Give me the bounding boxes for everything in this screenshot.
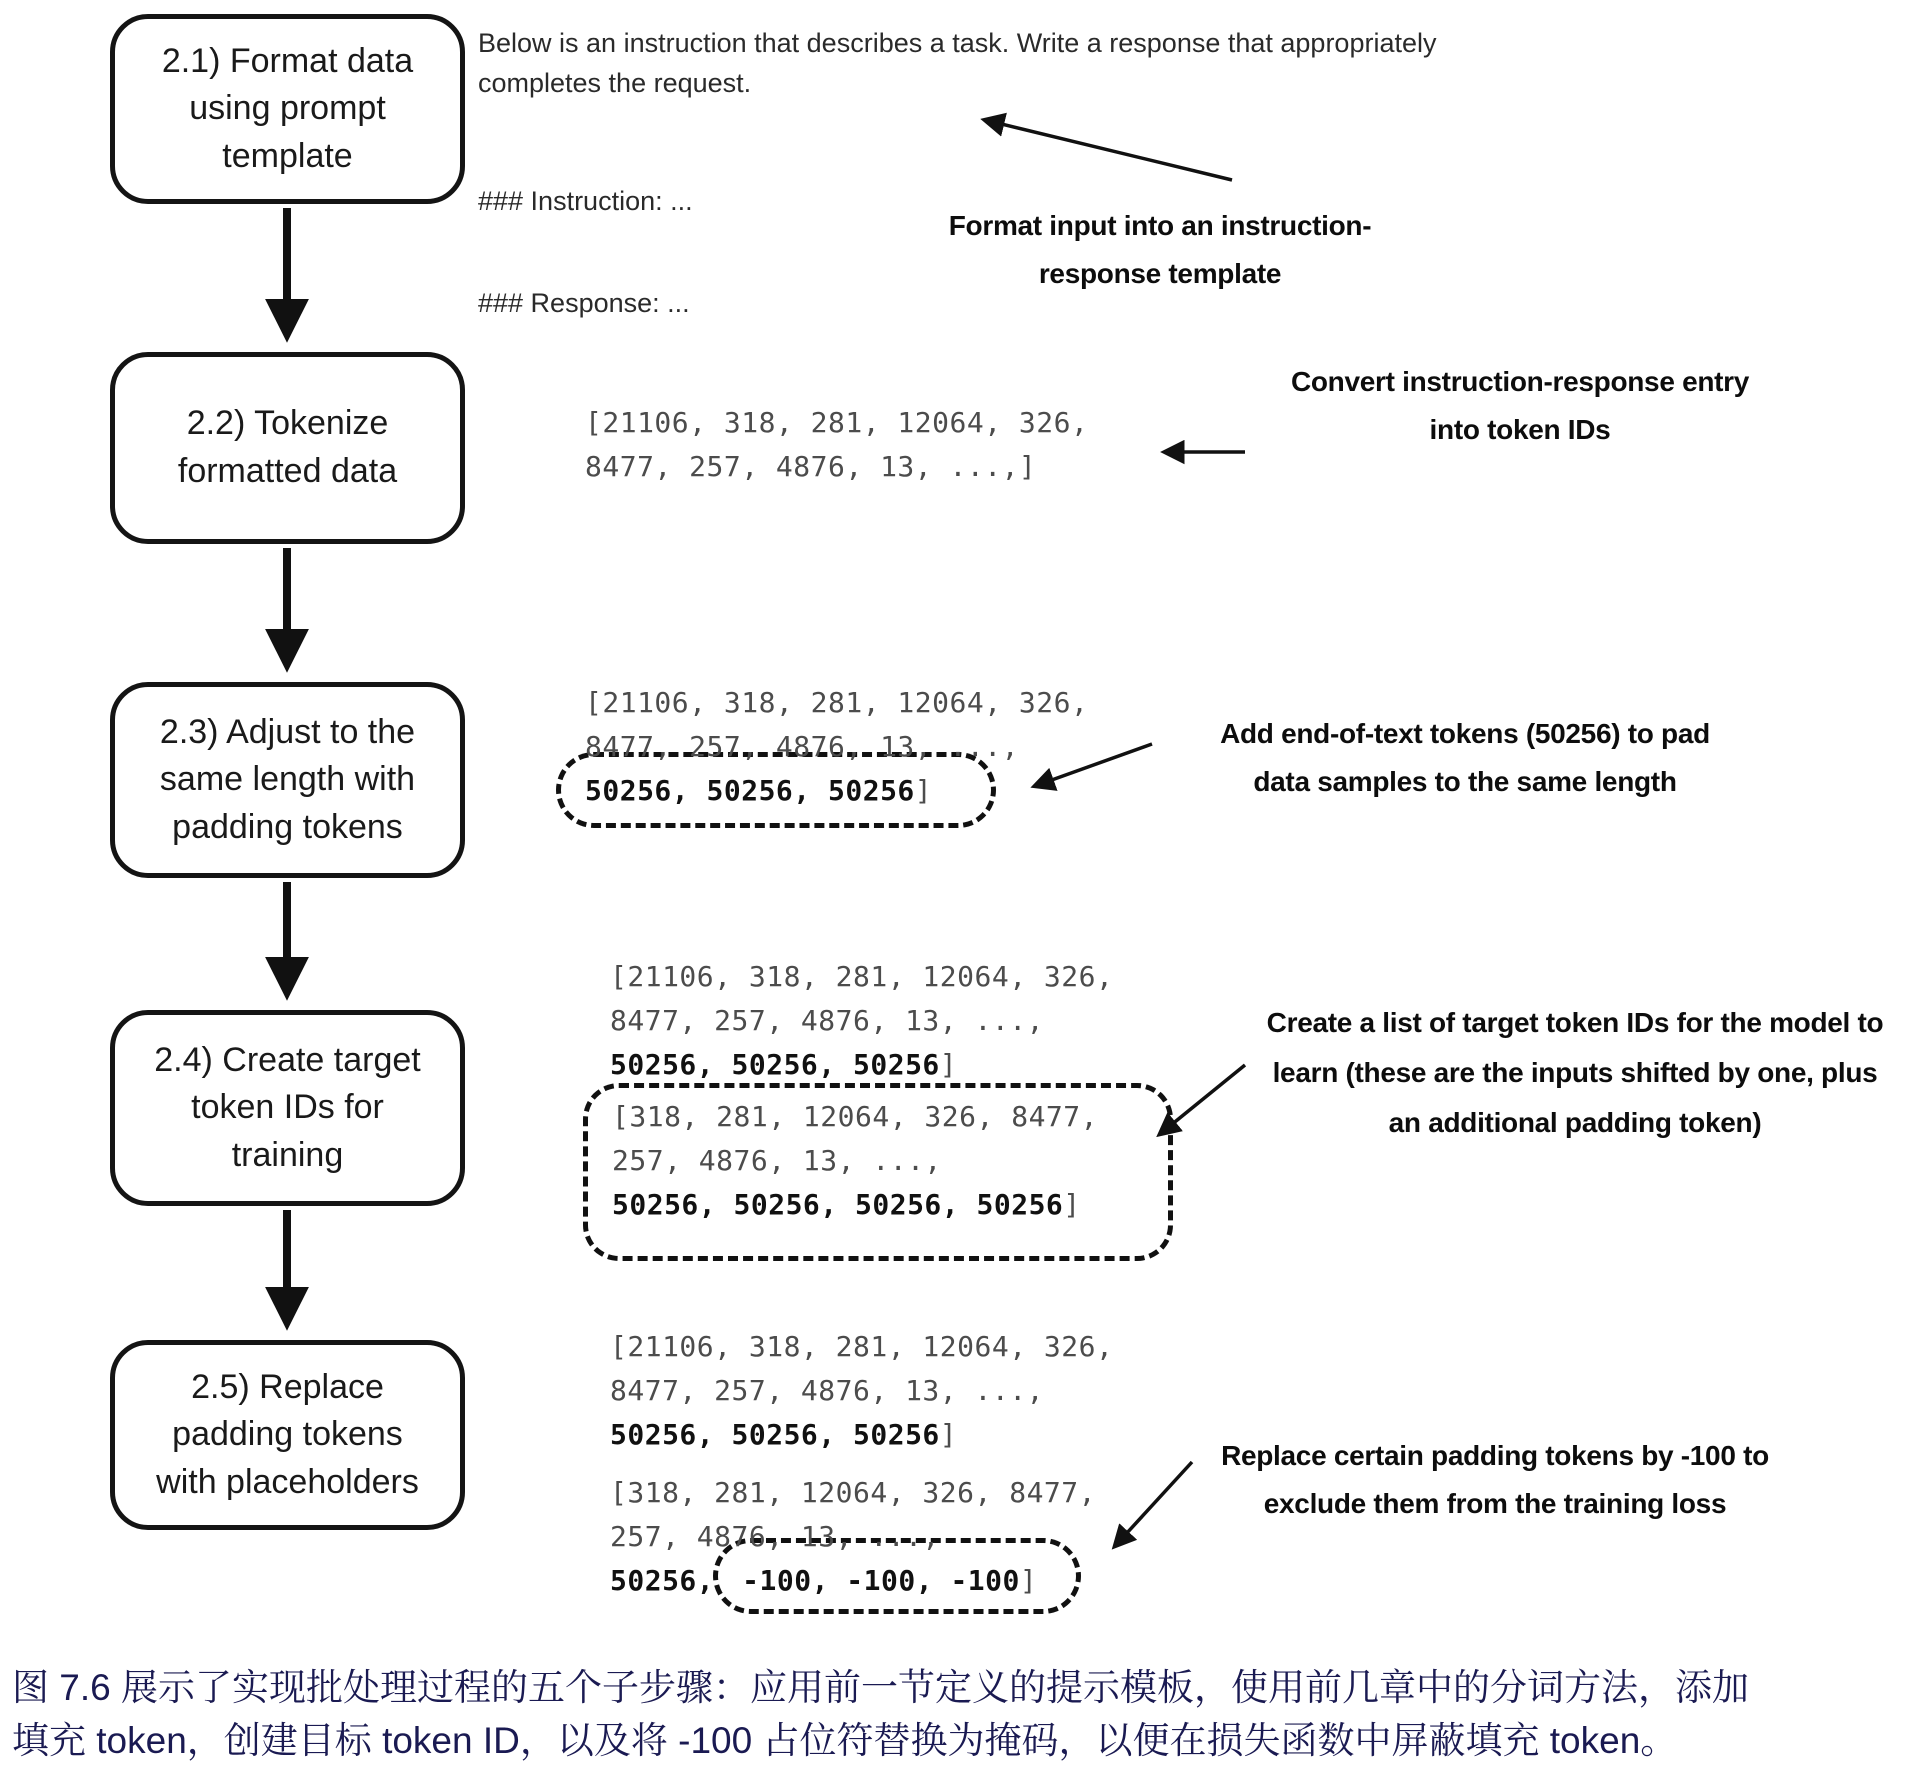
step-label-line: 2.1) Format data bbox=[161, 41, 414, 80]
prompt-template-text-line1: Below is an instruction that describes a task. Write a response that appropriately bbox=[478, 28, 1437, 58]
token-list-2-5-input-line2: 8477, 257, 4876, 13, ..., bbox=[610, 1374, 1044, 1407]
step-label-line: padding tokens bbox=[172, 807, 403, 846]
token-list-2-5-input-line1: [21106, 318, 281, 12064, 326, bbox=[610, 1330, 1114, 1363]
token-list-2-3-line2: 8477, 257, 4876, 13, ..., bbox=[585, 730, 1019, 763]
step-label-line: same length with bbox=[159, 760, 416, 799]
annotation-line: Create a list of target token IDs for the model to bbox=[1266, 1007, 1884, 1038]
step-box-2-4 bbox=[110, 1010, 465, 1206]
annotation-line: Replace certain padding tokens by -100 to bbox=[1221, 1440, 1769, 1471]
step-box-2-5 bbox=[110, 1340, 465, 1530]
token-list-2-2-line2: 8477, 257, 4876, 13, ...,] bbox=[585, 450, 1037, 483]
annotation-replace-minus100 bbox=[1175, 1432, 1815, 1528]
caption-line1: 图 7.6 展示了实现批处理过程的五个子步骤：应用前一节定义的提示模板，使用前几章中的分词方法，添加 bbox=[12, 1667, 1749, 1708]
padding-token-prefix: 50256, bbox=[610, 1564, 715, 1597]
token-list-2-4-target-line1: [318, 281, 12064, 326, 8477, bbox=[612, 1100, 1099, 1133]
token-list-2-5-target-line1: [318, 281, 12064, 326, 8477, bbox=[610, 1476, 1097, 1509]
annotation-line: exclude them from the training loss bbox=[1263, 1488, 1727, 1519]
closing-bracket: ] bbox=[1019, 1564, 1038, 1597]
token-list-2-4-input-line2: 8477, 257, 4876, 13, ..., bbox=[610, 1004, 1044, 1037]
step-label-line: using prompt bbox=[189, 89, 386, 128]
annotation-format-template bbox=[880, 202, 1440, 298]
annotation-arrow-1 bbox=[985, 120, 1232, 180]
annotation-line: learn (these are the inputs shifted by one, plus bbox=[1272, 1057, 1878, 1088]
annotation-line: response template bbox=[1038, 258, 1282, 289]
instruction-marker-text: ### Instruction: ... bbox=[478, 186, 693, 216]
token-list-2-5-input-line3 bbox=[610, 1418, 957, 1451]
token-list-2-5-target-line3 bbox=[610, 1564, 1037, 1597]
closing-bracket: ] bbox=[1063, 1188, 1081, 1221]
token-list-2-4-target-line3 bbox=[612, 1188, 1081, 1221]
annotation-create-target-ids bbox=[1225, 998, 1925, 1148]
annotation-line: Add end-of-text tokens (50256) to pad bbox=[1220, 718, 1710, 749]
step-label-line: template bbox=[222, 136, 353, 175]
step-label-line: padding tokens bbox=[172, 1415, 403, 1454]
annotation-convert-token-ids bbox=[1255, 358, 1785, 454]
response-marker-text: ### Response: ... bbox=[478, 288, 690, 318]
step-box-2-2 bbox=[110, 352, 465, 544]
token-list-2-5-target-line2: 257, 4876, 13, ..., bbox=[610, 1520, 940, 1553]
step-label-line: 2.5) Replace bbox=[191, 1367, 384, 1406]
step-label-line: 2.2) Tokenize bbox=[186, 404, 389, 443]
token-list-2-3-line1: [21106, 318, 281, 12064, 326, bbox=[585, 686, 1089, 719]
step-label-line: token IDs for bbox=[191, 1088, 384, 1127]
annotation-line: an additional padding token) bbox=[1388, 1107, 1762, 1138]
annotation-line: Convert instruction-response entry bbox=[1290, 366, 1750, 397]
annotation-add-eot-tokens bbox=[1145, 710, 1785, 806]
step-label-line: with placeholders bbox=[156, 1462, 419, 1501]
token-list-2-4-input-line3 bbox=[610, 1048, 957, 1081]
closing-bracket: ] bbox=[939, 1418, 958, 1451]
step-label-line: formatted data bbox=[177, 452, 398, 490]
padding-token-values: 50256, 50256, 50256 bbox=[585, 774, 915, 807]
padding-token-values: 50256, 50256, 50256, 50256 bbox=[612, 1188, 1064, 1221]
caption-line2: 填充 token，创建目标 token ID，以及将 -100 占位符替换为掩码，以便在损失函数中屏蔽填充 token。 bbox=[12, 1719, 1678, 1761]
step-box-2-1 bbox=[110, 14, 465, 204]
step-box-2-3 bbox=[110, 682, 465, 878]
annotation-arrow-3 bbox=[1035, 744, 1152, 786]
token-list-2-2-line1: [21106, 318, 281, 12064, 326, bbox=[585, 406, 1089, 439]
annotation-line: data samples to the same length bbox=[1253, 766, 1677, 797]
token-list-2-3-line3 bbox=[585, 774, 932, 807]
closing-bracket: ] bbox=[914, 774, 933, 807]
step-label-line: training bbox=[231, 1135, 344, 1174]
step-label-line: 2.3) Adjust to the bbox=[159, 712, 416, 751]
mask-token-values: -100, -100, -100 bbox=[742, 1564, 1020, 1597]
token-list-2-4-input-line1: [21106, 318, 281, 12064, 326, bbox=[610, 960, 1114, 993]
token-list-2-4-target-line2: 257, 4876, 13, ..., bbox=[612, 1144, 942, 1177]
annotation-line: Format input into an instruction- bbox=[948, 210, 1372, 241]
closing-bracket: ] bbox=[939, 1048, 958, 1081]
padding-token-values: 50256, 50256, 50256 bbox=[610, 1048, 940, 1081]
prompt-template-text-line2: completes the request. bbox=[478, 68, 752, 98]
annotation-line: into token IDs bbox=[1429, 414, 1611, 445]
figure-caption bbox=[12, 1662, 1749, 1767]
step-label-line: 2.4) Create target bbox=[154, 1040, 421, 1079]
padding-token-values: 50256, 50256, 50256 bbox=[610, 1418, 940, 1451]
